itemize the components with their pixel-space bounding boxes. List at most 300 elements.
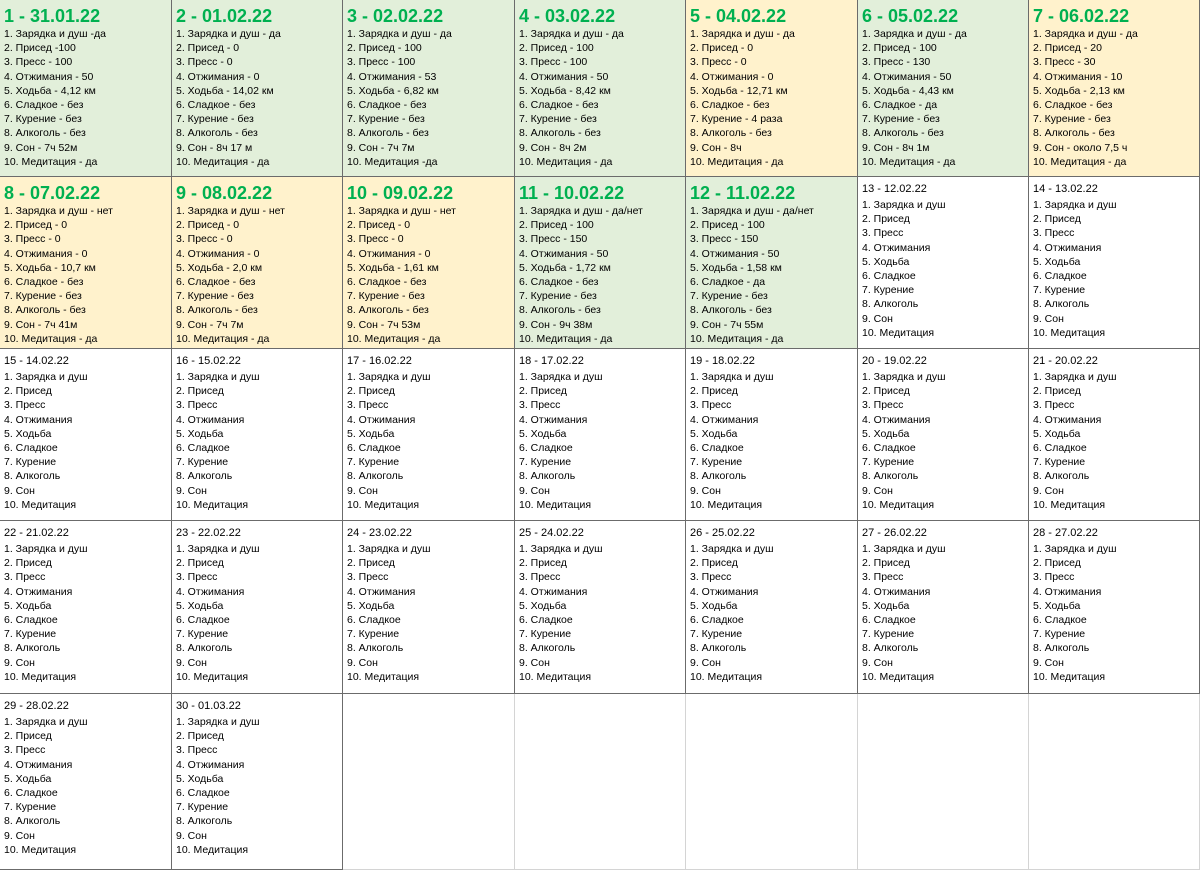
checklist-item: 1. Зарядка и душ - да	[1033, 28, 1138, 40]
checklist-item: 2. Присед	[176, 730, 224, 743]
checklist-item: 4. Отжимания - 0	[176, 247, 260, 260]
checklist-item: 2. Присед	[690, 385, 738, 398]
checklist-item: 5. Ходьба	[862, 255, 910, 268]
day-title: 30 - 01.03.22	[176, 700, 241, 712]
day-cell[interactable]	[515, 177, 686, 349]
checklist-item: 1. Зарядка и душ	[347, 543, 431, 555]
checklist-item: 3. Пресс	[176, 744, 218, 757]
checklist-item: 8. Алкоголь	[690, 470, 747, 483]
checklist-item: 2. Присед - 100	[519, 42, 594, 55]
checklist-item: 6. Сладкое - без	[519, 98, 599, 111]
checklist-item: 3. Пресс	[347, 399, 389, 412]
checklist-item: 1. Зарядка и душ	[176, 543, 260, 555]
day-cell[interactable]	[515, 0, 686, 177]
day-cell[interactable]	[1029, 349, 1200, 521]
checklist-item: 8. Алкоголь - без	[690, 304, 772, 317]
day-title: 24 - 23.02.22	[347, 527, 412, 539]
checklist-item: 8. Алкоголь	[4, 470, 61, 483]
checklist-item: 1. Зарядка и душ	[4, 543, 88, 555]
day-title: 26 - 25.02.22	[690, 527, 755, 539]
checklist-item: 8. Алкоголь - без	[176, 304, 258, 317]
checklist-item: 10. Медитация	[176, 670, 249, 683]
day-title: 11 - 10.02.22	[519, 183, 625, 203]
checklist-item: 1. Зарядка и душ	[176, 371, 260, 383]
checklist-item: 10. Медитация - да	[347, 332, 441, 345]
checklist-item: 1. Зарядка и душ - да	[862, 28, 967, 40]
checklist-item: 10. Медитация - да	[690, 332, 784, 345]
checklist-item: 8. Алкоголь - без	[176, 127, 258, 140]
checklist-item: 3. Пресс - 0	[690, 56, 747, 69]
day-title: 20 - 19.02.22	[862, 355, 927, 367]
checklist-item: 8. Алкоголь	[519, 470, 576, 483]
day-cell[interactable]	[686, 521, 858, 694]
checklist-item: 4. Отжимания	[176, 585, 245, 598]
checklist-item: 2. Присед - 0	[347, 219, 411, 232]
checklist-item: 10. Медитация - да	[1033, 155, 1127, 168]
checklist-item: 8. Алкоголь	[862, 642, 919, 655]
day-title: 4 - 03.02.22	[519, 6, 616, 26]
checklist-item: 2. Присед - 0	[4, 219, 68, 232]
checklist-item: 3. Пресс - 30	[1033, 56, 1096, 69]
checklist-item: 5. Ходьба - 8,42 км	[519, 84, 611, 97]
checklist-item: 4. Отжимания - 50	[690, 247, 780, 260]
checklist-item: 8. Алкоголь	[347, 470, 404, 483]
checklist-item: 6. Сладкое	[4, 441, 58, 454]
checklist-item: 8. Алкоголь	[862, 298, 919, 311]
checklist-item: 8. Алкоголь - без	[690, 127, 772, 140]
checklist-item: 2. Присед - 100	[347, 42, 422, 55]
checklist-item: 2. Присед	[347, 557, 395, 570]
checklist-item: 4. Отжимания - 50	[519, 247, 609, 260]
day-cell[interactable]	[686, 177, 858, 349]
checklist-item: 6. Сладкое	[862, 613, 916, 626]
checklist-item: 2. Присед - 100	[862, 42, 937, 55]
empty-cell[interactable]	[858, 694, 1029, 870]
checklist-item: 2. Присед - 100	[519, 219, 594, 232]
checklist-item: 4. Отжимания	[1033, 585, 1102, 598]
checklist-item: 9. Сон	[690, 656, 721, 669]
checklist-item: 10. Медитация	[690, 670, 763, 683]
checklist-item: 1. Зарядка и душ	[862, 199, 946, 211]
day-cell[interactable]	[343, 521, 515, 694]
checklist-item: 1. Зарядка и душ	[519, 543, 603, 555]
day-cell[interactable]	[172, 0, 343, 177]
checklist-item: 7. Курение	[690, 456, 743, 469]
checklist-item: 5. Ходьба	[690, 427, 738, 440]
checklist-item: 7. Курение	[1033, 628, 1086, 641]
checklist-item: 7. Курение	[862, 284, 915, 297]
checklist-item: 7. Курение	[176, 628, 229, 641]
checklist-item: 6. Сладкое	[1033, 441, 1087, 454]
checklist-item: 7. Курение - без	[519, 290, 597, 303]
checklist-item: 10. Медитация - да	[862, 155, 956, 168]
checklist-item: 3. Пресс	[4, 399, 46, 412]
day-title: 1 - 31.01.22	[4, 6, 101, 26]
day-title: 21 - 20.02.22	[1033, 355, 1098, 367]
checklist-item: 9. Сон	[4, 829, 35, 842]
checklist-item: 4. Отжимания	[862, 413, 931, 426]
checklist-item: 7. Курение	[862, 456, 915, 469]
day-title: 23 - 22.02.22	[176, 527, 241, 539]
checklist-item: 7. Курение - без	[347, 290, 425, 303]
checklist-item: 10. Медитация - да	[4, 155, 98, 168]
checklist-item: 6. Сладкое	[690, 613, 744, 626]
checklist-item: 3. Пресс - 0	[347, 233, 404, 246]
checklist-item: 4. Отжимания	[690, 413, 759, 426]
checklist-item: 9. Сон - 7ч 53м	[347, 318, 421, 331]
checklist-item: 4. Отжимания	[862, 241, 931, 254]
day-title: 10 - 09.02.22	[347, 183, 454, 203]
checklist-item: 8. Алкоголь - без	[4, 127, 86, 140]
checklist-item: 6. Сладкое	[1033, 269, 1087, 282]
checklist-item: 6. Сладкое - без	[176, 275, 256, 288]
checklist-item: 1. Зарядка и душ - да	[176, 28, 281, 40]
checklist-item: 10. Медитация	[347, 498, 420, 511]
checklist-item: 3. Пресс	[176, 399, 218, 412]
checklist-item: 10. Медитация	[1033, 670, 1106, 683]
checklist-item: 3. Пресс	[1033, 227, 1075, 240]
checklist-item: 1. Зарядка и душ -да	[4, 28, 106, 40]
day-cell[interactable]	[0, 0, 172, 177]
checklist-item: 1. Зарядка и душ - да	[519, 28, 624, 40]
checklist-item: 10. Медитация	[4, 670, 77, 683]
checklist-item: 5. Ходьба	[347, 427, 395, 440]
checklist-item: 8. Алкоголь	[176, 470, 233, 483]
day-title: 22 - 21.02.22	[4, 527, 69, 539]
checklist-item: 9. Сон - 7ч 7м	[176, 318, 244, 331]
checklist-item: 7. Курение - без	[176, 113, 254, 126]
checklist-item: 6. Сладкое - без	[4, 98, 84, 111]
checklist-item: 1. Зарядка и душ	[519, 371, 603, 383]
checklist-item: 10. Медитация	[1033, 498, 1106, 511]
checklist-item: 3. Пресс	[347, 571, 389, 584]
checklist-item: 10. Медитация	[862, 326, 935, 339]
checklist-item: 3. Пресс	[862, 399, 904, 412]
checklist-item: 6. Сладкое - без	[519, 275, 599, 288]
checklist-item: 7. Курение	[4, 628, 57, 641]
checklist-item: 3. Пресс	[690, 571, 732, 584]
checklist-item: 1. Зарядка и душ	[862, 371, 946, 383]
checklist-item: 1. Зарядка и душ	[176, 716, 260, 728]
checklist-item: 1. Зарядка и душ	[4, 371, 88, 383]
checklist-item: 6. Сладкое	[690, 441, 744, 454]
checklist-item: 10. Медитация	[176, 843, 249, 856]
day-cell[interactable]	[343, 177, 515, 349]
checklist-item: 9. Сон	[4, 484, 35, 497]
day-title: 18 - 17.02.22	[519, 355, 584, 367]
checklist-item: 7. Курение - без	[690, 290, 768, 303]
checklist-item: 9. Сон - 7ч 7м	[347, 141, 415, 154]
day-cell[interactable]	[1029, 0, 1200, 177]
checklist-item: 5. Ходьба - 10,7 км	[4, 261, 96, 274]
checklist-item: 4. Отжимания	[690, 585, 759, 598]
checklist-item: 4. Отжимания	[1033, 241, 1102, 254]
day-cell[interactable]	[0, 694, 172, 870]
checklist-item: 6. Сладкое - да	[862, 98, 938, 111]
checklist-item: 5. Ходьба	[862, 599, 910, 612]
checklist-item: 7. Курение	[176, 801, 229, 814]
checklist-item: 3. Пресс	[1033, 571, 1075, 584]
day-title: 5 - 04.02.22	[690, 6, 787, 26]
day-title: 9 - 08.02.22	[176, 183, 273, 203]
day-cell[interactable]	[686, 0, 858, 177]
checklist-item: 7. Курение	[519, 456, 572, 469]
checklist-item: 8. Алкоголь	[1033, 642, 1090, 655]
checklist-item: 6. Сладкое	[519, 441, 573, 454]
checklist-item: 10. Медитация	[4, 498, 77, 511]
checklist-item: 6. Сладкое - без	[347, 98, 427, 111]
checklist-item: 3. Пресс	[690, 399, 732, 412]
empty-cell[interactable]	[1029, 694, 1200, 870]
checklist-item: 9. Сон	[176, 656, 207, 669]
checklist-item: 1. Зарядка и душ - да/нет	[690, 205, 814, 217]
checklist-item: 2. Присед	[862, 557, 910, 570]
empty-cell[interactable]	[686, 694, 858, 870]
checklist-item: 8. Алкоголь - без	[519, 304, 601, 317]
checklist-item: 5. Ходьба	[862, 427, 910, 440]
checklist-item: 4. Отжимания	[347, 585, 416, 598]
checklist-item: 9. Сон - 8ч 17 м	[176, 141, 253, 154]
day-cell[interactable]	[858, 349, 1029, 521]
day-cell[interactable]	[343, 0, 515, 177]
day-cell[interactable]	[1029, 177, 1200, 349]
checklist-item: 7. Курение - без	[4, 290, 82, 303]
day-title: 19 - 18.02.22	[690, 355, 755, 367]
checklist-item: 8. Алкоголь	[4, 642, 61, 655]
day-title: 3 - 02.02.22	[347, 6, 444, 26]
checklist-item: 2. Присед	[347, 385, 395, 398]
day-title: 7 - 06.02.22	[1033, 6, 1130, 26]
day-cell[interactable]	[686, 349, 858, 521]
checklist-item: 9. Сон - 9ч 38м	[519, 318, 593, 331]
checklist-item: 3. Пресс - 0	[176, 233, 233, 246]
checklist-item: 6. Сладкое	[176, 786, 230, 799]
checklist-item: 8. Алкоголь - без	[1033, 127, 1115, 140]
checklist-item: 9. Сон	[1033, 656, 1064, 669]
checklist-item: 3. Пресс - 0	[176, 56, 233, 69]
checklist-item: 6. Сладкое	[176, 613, 230, 626]
checklist-item: 2. Присед	[1033, 385, 1081, 398]
empty-cell[interactable]	[343, 694, 515, 870]
checklist-item: 7. Курение - 4 раза	[690, 113, 783, 126]
checklist-item: 5. Ходьба	[1033, 427, 1081, 440]
checklist-item: 7. Курение	[176, 456, 229, 469]
checklist-item: 1. Зарядка и душ - да	[690, 28, 795, 40]
checklist-item: 9. Сон	[1033, 484, 1064, 497]
checklist-item: 6. Сладкое - да	[690, 275, 766, 288]
checklist-item: 9. Сон	[690, 484, 721, 497]
day-cell[interactable]	[343, 349, 515, 521]
checklist-item: 1. Зарядка и душ - нет	[4, 205, 113, 217]
checklist-item: 4. Отжимания	[4, 758, 73, 771]
checklist-item: 6. Сладкое	[347, 441, 401, 454]
day-cell[interactable]	[172, 694, 343, 870]
day-cell[interactable]	[172, 521, 343, 694]
checklist-item: 4. Отжимания - 50	[519, 70, 609, 83]
checklist-item: 4. Отжимания	[519, 413, 588, 426]
day-title: 12 - 11.02.22	[690, 183, 796, 203]
day-title: 8 - 07.02.22	[4, 183, 101, 203]
checklist-item: 7. Курение - без	[347, 113, 425, 126]
checklist-item: 4. Отжимания	[176, 758, 245, 771]
checklist-item: 5. Ходьба	[176, 772, 224, 785]
checklist-item: 6. Сладкое	[862, 441, 916, 454]
checklist-item: 9. Сон - 7ч 55м	[690, 318, 764, 331]
checklist-item: 10. Медитация -да	[347, 155, 438, 168]
checklist-item: 4. Отжимания - 53	[347, 70, 437, 83]
checklist-item: 4. Отжимания - 50	[862, 70, 952, 83]
checklist-item: 1. Зарядка и душ	[862, 543, 946, 555]
day-cell[interactable]	[858, 521, 1029, 694]
checklist-item: 1. Зарядка и душ	[1033, 371, 1117, 383]
checklist-item: 8. Алкоголь - без	[347, 127, 429, 140]
checklist-item: 5. Ходьба - 1,58 км	[690, 261, 782, 274]
empty-cell[interactable]	[515, 694, 686, 870]
checklist-item: 6. Сладкое - без	[176, 98, 256, 111]
checklist-item: 8. Алкоголь	[690, 642, 747, 655]
checklist-item: 9. Сон - 7ч 52м	[4, 141, 78, 154]
checklist-item: 6. Сладкое	[347, 613, 401, 626]
day-cell[interactable]	[858, 0, 1029, 177]
day-title: 15 - 14.02.22	[4, 355, 69, 367]
checklist-item: 10. Медитация	[176, 498, 249, 511]
checklist-item: 6. Сладкое - без	[690, 98, 770, 111]
checklist-item: 5. Ходьба	[1033, 255, 1081, 268]
checklist-item: 3. Пресс	[1033, 399, 1075, 412]
checklist-item: 5. Ходьба	[4, 599, 52, 612]
checklist-item: 5. Ходьба - 1,72 км	[519, 261, 611, 274]
checklist-item: 3. Пресс - 150	[690, 233, 759, 246]
day-cell[interactable]	[515, 521, 686, 694]
checklist-item: 4. Отжимания - 0	[347, 247, 431, 260]
checklist-item: 1. Зарядка и душ	[690, 371, 774, 383]
checklist-item: 7. Курение	[690, 628, 743, 641]
day-cell[interactable]	[0, 349, 172, 521]
day-title: 27 - 26.02.22	[862, 527, 927, 539]
checklist-item: 10. Медитация - да	[519, 332, 613, 345]
checklist-item: 7. Курение - без	[519, 113, 597, 126]
checklist-item: 6. Сладкое - без	[347, 275, 427, 288]
day-title: 13 - 12.02.22	[862, 183, 927, 195]
checklist-item: 3. Пресс	[519, 399, 561, 412]
checklist-item: 4. Отжимания	[4, 413, 73, 426]
checklist-item: 1. Зарядка и душ - да	[347, 28, 452, 40]
checklist-item: 5. Ходьба	[176, 427, 224, 440]
checklist-item: 10. Медитация	[690, 498, 763, 511]
checklist-item: 2. Присед - 100	[690, 219, 765, 232]
checklist-item: 5. Ходьба - 12,71 км	[690, 84, 788, 97]
checklist-item: 7. Курение - без	[4, 113, 82, 126]
checklist-item: 8. Алкоголь	[862, 470, 919, 483]
checklist-item: 9. Сон	[862, 312, 893, 325]
checklist-item: 3. Пресс	[4, 571, 46, 584]
checklist-item: 9. Сон	[862, 656, 893, 669]
day-cell[interactable]	[515, 349, 686, 521]
checklist-item: 8. Алкоголь	[176, 815, 233, 828]
checklist-item: 4. Отжимания - 0	[4, 247, 88, 260]
checklist-item: 2. Присед	[519, 557, 567, 570]
checklist-item: 4. Отжимания	[519, 585, 588, 598]
day-cell[interactable]	[858, 177, 1029, 349]
day-title: 29 - 28.02.22	[4, 700, 69, 712]
checklist-item: 10. Медитация	[862, 498, 935, 511]
checklist-item: 5. Ходьба	[4, 427, 52, 440]
checklist-item: 2. Присед	[862, 213, 910, 226]
checklist-item: 6. Сладкое	[4, 613, 58, 626]
checklist-item: 2. Присед	[4, 730, 52, 743]
checklist-item: 2. Присед -100	[4, 42, 76, 55]
checklist-item: 3. Пресс	[4, 744, 46, 757]
checklist-item: 6. Сладкое	[862, 269, 916, 282]
checklist-item: 7. Курение	[519, 628, 572, 641]
checklist-item: 4. Отжимания - 50	[4, 70, 94, 83]
checklist-item: 1. Зарядка и душ	[4, 716, 88, 728]
checklist-item: 10. Медитация	[1033, 326, 1106, 339]
checklist-item: 8. Алкоголь	[347, 642, 404, 655]
checklist-item: 9. Сон	[862, 484, 893, 497]
checklist-item: 2. Присед - 0	[690, 42, 754, 55]
checklist-item: 4. Отжимания	[176, 413, 245, 426]
checklist-item: 10. Медитация	[4, 843, 77, 856]
checklist-item: 5. Ходьба	[519, 599, 567, 612]
checklist-item: 8. Алкоголь	[519, 642, 576, 655]
checklist-item: 8. Алкоголь	[1033, 298, 1090, 311]
checklist-item: 1. Зарядка и душ - нет	[176, 205, 285, 217]
checklist-item: 10. Медитация	[347, 670, 420, 683]
checklist-item: 7. Курение - без	[1033, 113, 1111, 126]
checklist-item: 9. Сон	[176, 484, 207, 497]
checklist-item: 5. Ходьба	[519, 427, 567, 440]
checklist-item: 5. Ходьба - 4,43 км	[862, 84, 954, 97]
checklist-item: 7. Курение	[347, 456, 400, 469]
day-cell[interactable]	[0, 521, 172, 694]
day-title: 17 - 16.02.22	[347, 355, 412, 367]
checklist-item: 7. Курение	[1033, 456, 1086, 469]
day-cell[interactable]	[0, 177, 172, 349]
checklist-item: 5. Ходьба - 14,02 км	[176, 84, 274, 97]
checklist-item: 9. Сон - 8ч	[690, 141, 742, 154]
checklist-item: 4. Отжимания	[862, 585, 931, 598]
checklist-item: 4. Отжимания - 10	[1033, 70, 1123, 83]
checklist-item: 4. Отжимания - 0	[690, 70, 774, 83]
checklist-item: 9. Сон - 8ч 2м	[519, 141, 587, 154]
checklist-item: 9. Сон - 8ч 1м	[862, 141, 930, 154]
checklist-item: 3. Пресс	[176, 571, 218, 584]
checklist-item: 2. Присед	[862, 385, 910, 398]
checklist-item: 10. Медитация - да	[519, 155, 613, 168]
checklist-item: 9. Сон	[519, 656, 550, 669]
checklist-item: 3. Пресс - 100	[4, 56, 73, 69]
checklist-item: 10. Медитация - да	[176, 332, 270, 345]
day-cell[interactable]	[172, 177, 343, 349]
checklist-item: 7. Курение	[1033, 284, 1086, 297]
day-title: 25 - 24.02.22	[519, 527, 584, 539]
checklist-item: 2. Присед	[4, 385, 52, 398]
checklist-item: 6. Сладкое	[4, 786, 58, 799]
day-title: 2 - 01.02.22	[176, 6, 273, 26]
checklist-item: 8. Алкоголь - без	[519, 127, 601, 140]
checklist-item: 1. Зарядка и душ	[347, 371, 431, 383]
checklist-item: 9. Сон	[4, 656, 35, 669]
day-cell[interactable]	[1029, 521, 1200, 694]
checklist-item: 3. Пресс - 130	[862, 56, 931, 69]
checklist-item: 10. Медитация - да	[4, 332, 98, 345]
day-cell[interactable]	[172, 349, 343, 521]
checklist-item: 5. Ходьба	[690, 599, 738, 612]
checklist-item: 4. Отжимания	[347, 413, 416, 426]
checklist-item: 2. Присед - 0	[176, 219, 240, 232]
checklist-item: 9. Сон	[347, 484, 378, 497]
